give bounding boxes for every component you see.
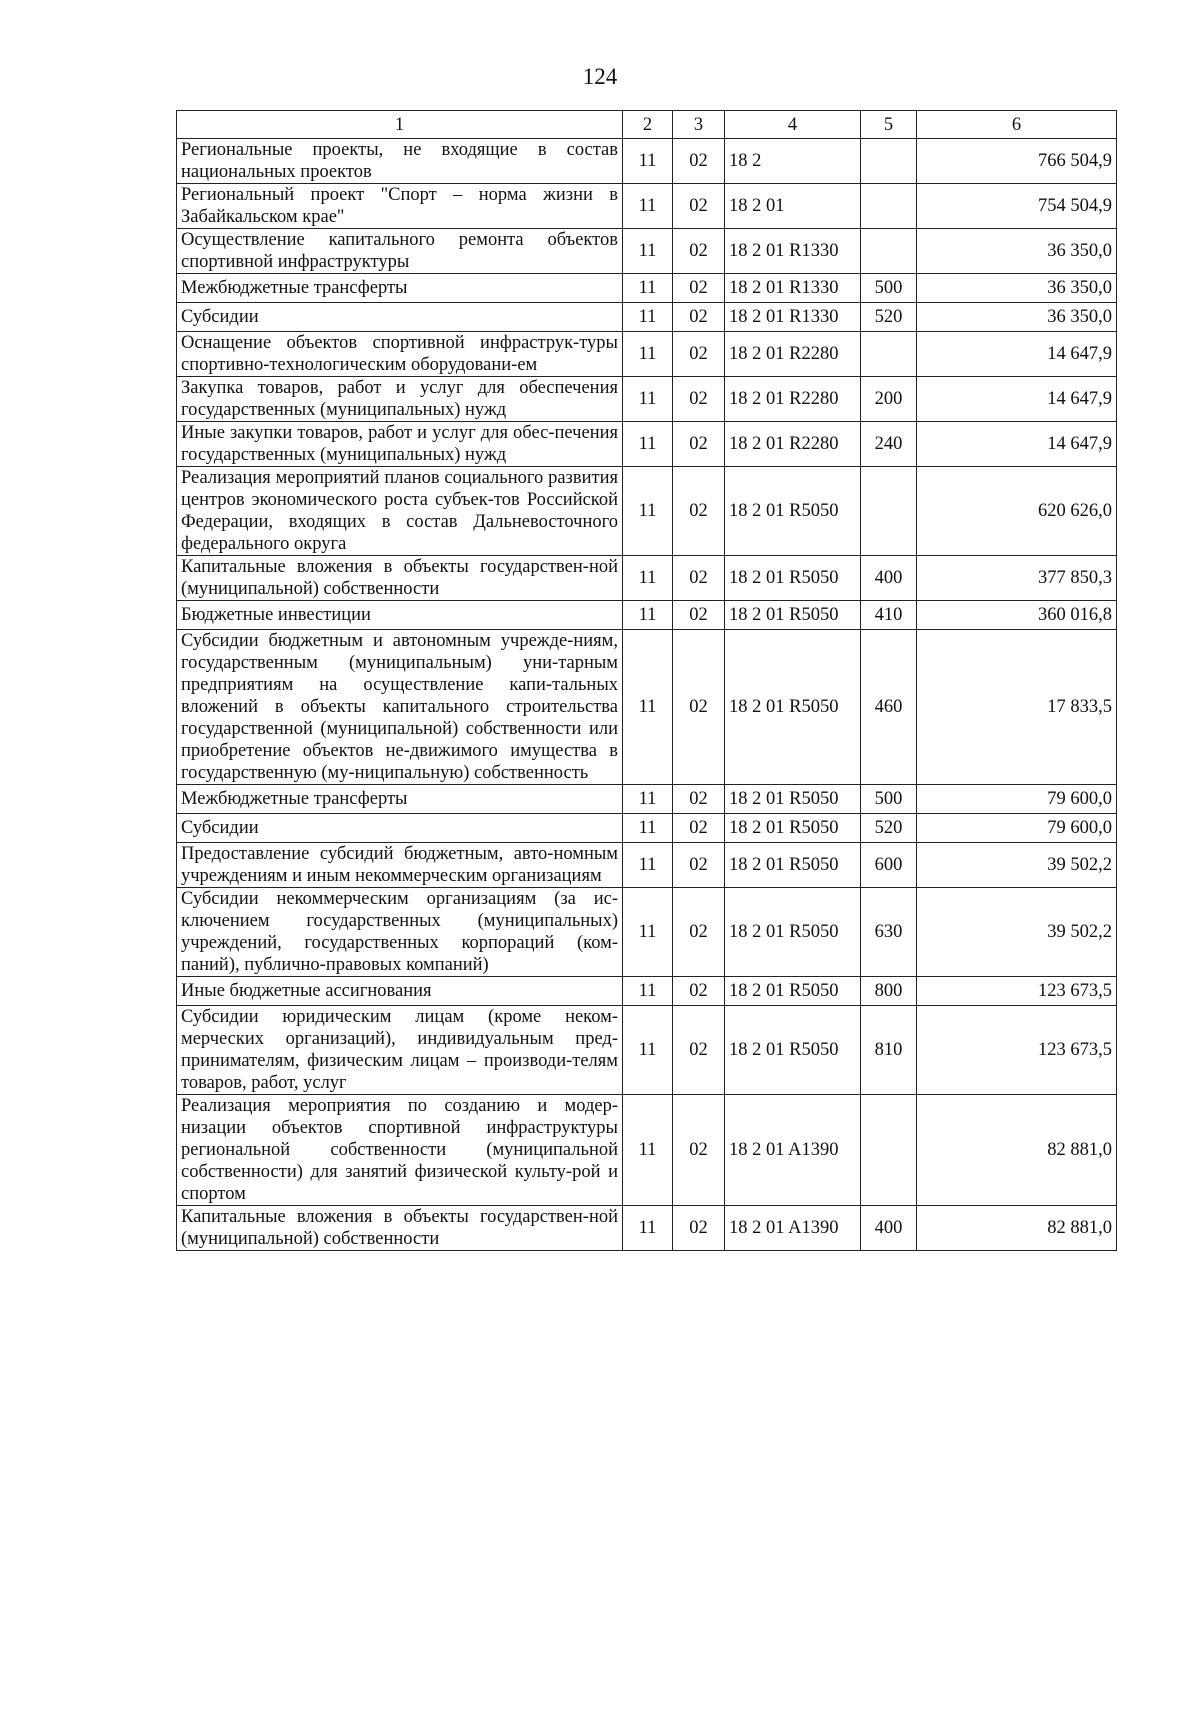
row-col-5-cell: 630 (861, 888, 917, 977)
row-name-cell: Региональные проекты, не входящие в состав национальных проектов (177, 139, 623, 184)
header-col-1: 1 (177, 111, 623, 139)
row-col-2-cell: 11 (623, 422, 673, 467)
row-amount-cell: 123 673,5 (917, 1006, 1117, 1095)
table-row (177, 332, 1117, 377)
row-col-2-cell: 11 (623, 888, 673, 977)
row-col-5-cell: 200 (861, 377, 917, 422)
row-code-cell: 18 2 01 R5050 (725, 467, 861, 556)
row-code-cell: 18 2 01 A1390 (725, 1095, 861, 1206)
row-amount-cell: 14 647,9 (917, 422, 1117, 467)
row-name-cell: Закупка товаров, работ и услуг для обеспечения государственных (муниципальных) нужд (177, 377, 623, 422)
row-col-2-cell: 11 (623, 814, 673, 843)
row-col-2-cell: 11 (623, 601, 673, 630)
row-code-cell: 18 2 01 R5050 (725, 601, 861, 630)
row-col-2-cell: 11 (623, 274, 673, 303)
header-row (177, 111, 1117, 139)
row-col-2-cell: 11 (623, 556, 673, 601)
row-code-cell: 18 2 01 R1330 (725, 303, 861, 332)
row-code-cell: 18 2 01 R5050 (725, 888, 861, 977)
row-col-2-cell: 11 (623, 630, 673, 785)
table-row (177, 785, 1117, 814)
row-col-3-cell: 02 (673, 1006, 725, 1095)
row-code-cell: 18 2 (725, 139, 861, 184)
table-header (177, 111, 1117, 139)
row-col-5-cell: 400 (861, 556, 917, 601)
row-col-3-cell: 02 (673, 601, 725, 630)
row-col-2-cell: 11 (623, 785, 673, 814)
row-col-2-cell: 11 (623, 843, 673, 888)
row-col-5-cell: 810 (861, 1006, 917, 1095)
row-col-3-cell: 02 (673, 377, 725, 422)
row-col-2-cell: 11 (623, 184, 673, 229)
row-code-cell: 18 2 01 R1330 (725, 229, 861, 274)
row-name-cell: Бюджетные инвестиции (177, 601, 623, 630)
header-col-4: 4 (725, 111, 861, 139)
row-col-3-cell: 02 (673, 843, 725, 888)
row-amount-cell: 79 600,0 (917, 785, 1117, 814)
header-col-3: 3 (673, 111, 725, 139)
row-name-cell: Реализация мероприятия по созданию и модер-низации объектов спортивной инфраструктуры региональной собственности (муниципальной собственности) для занятий физической культу-рой и спортом (177, 1095, 623, 1206)
row-code-cell: 18 2 01 R5050 (725, 977, 861, 1006)
row-amount-cell: 36 350,0 (917, 303, 1117, 332)
row-amount-cell: 766 504,9 (917, 139, 1117, 184)
row-col-5-cell (861, 229, 917, 274)
row-name-cell: Иные закупки товаров, работ и услуг для обес-печения государственных (муниципальных) нужд (177, 422, 623, 467)
row-code-cell: 18 2 01 R5050 (725, 1006, 861, 1095)
row-name-cell: Региональный проект "Спорт – норма жизни в Забайкальском крае" (177, 184, 623, 229)
row-col-5-cell (861, 467, 917, 556)
table-row (177, 422, 1117, 467)
table-row (177, 1006, 1117, 1095)
row-name-cell: Капитальные вложения в объекты государствен-ной (муниципальной) собственности (177, 556, 623, 601)
row-col-5-cell: 500 (861, 785, 917, 814)
row-code-cell: 18 2 01 R5050 (725, 843, 861, 888)
table-row (177, 274, 1117, 303)
row-col-3-cell: 02 (673, 184, 725, 229)
row-col-5-cell: 400 (861, 1206, 917, 1251)
row-amount-cell: 79 600,0 (917, 814, 1117, 843)
row-col-2-cell: 11 (623, 229, 673, 274)
row-col-5-cell: 460 (861, 630, 917, 785)
row-col-2-cell: 11 (623, 303, 673, 332)
row-name-cell: Межбюджетные трансферты (177, 785, 623, 814)
row-col-2-cell: 11 (623, 1006, 673, 1095)
row-col-2-cell: 11 (623, 977, 673, 1006)
row-col-3-cell: 02 (673, 1206, 725, 1251)
row-amount-cell: 39 502,2 (917, 888, 1117, 977)
row-col-3-cell: 02 (673, 785, 725, 814)
row-amount-cell: 82 881,0 (917, 1095, 1117, 1206)
row-name-cell: Предоставление субсидий бюджетным, авто-номным учреждениям и иным некоммерческим организациям (177, 843, 623, 888)
table-row (177, 601, 1117, 630)
row-amount-cell: 620 626,0 (917, 467, 1117, 556)
row-amount-cell: 36 350,0 (917, 229, 1117, 274)
row-col-5-cell (861, 184, 917, 229)
row-code-cell: 18 2 01 R2280 (725, 422, 861, 467)
row-col-2-cell: 11 (623, 1206, 673, 1251)
table-row (177, 630, 1117, 785)
table-row (177, 184, 1117, 229)
row-amount-cell: 82 881,0 (917, 1206, 1117, 1251)
row-col-3-cell: 02 (673, 139, 725, 184)
row-name-cell: Оснащение объектов спортивной инфраструк-туры спортивно-технологическим оборудовани-ем (177, 332, 623, 377)
row-code-cell: 18 2 01 R2280 (725, 332, 861, 377)
row-name-cell: Осуществление капитального ремонта объектов спортивной инфраструктуры (177, 229, 623, 274)
table-row (177, 1095, 1117, 1206)
row-code-cell: 18 2 01 R2280 (725, 377, 861, 422)
row-amount-cell: 14 647,9 (917, 377, 1117, 422)
row-name-cell: Субсидии (177, 303, 623, 332)
page-number: 124 (582, 64, 618, 89)
header-col-6: 6 (917, 111, 1117, 139)
table-row (177, 229, 1117, 274)
row-code-cell: 18 2 01 R5050 (725, 630, 861, 785)
row-amount-cell: 754 504,9 (917, 184, 1117, 229)
row-name-cell: Субсидии (177, 814, 623, 843)
row-name-cell: Реализация мероприятий планов социального развития центров экономического роста субъек-тов Российской Федерации, входящих в состав Дальневосточного федерального округа (177, 467, 623, 556)
table-row (177, 377, 1117, 422)
table-body (177, 139, 1117, 1251)
budget-table (176, 110, 1117, 1251)
row-amount-cell: 123 673,5 (917, 977, 1117, 1006)
row-col-5-cell: 240 (861, 422, 917, 467)
row-code-cell: 18 2 01 R5050 (725, 785, 861, 814)
row-col-5-cell: 520 (861, 303, 917, 332)
row-col-5-cell: 800 (861, 977, 917, 1006)
row-code-cell: 18 2 01 R1330 (725, 274, 861, 303)
row-col-2-cell: 11 (623, 139, 673, 184)
row-col-5-cell (861, 332, 917, 377)
row-col-3-cell: 02 (673, 274, 725, 303)
row-col-2-cell: 11 (623, 377, 673, 422)
row-col-5-cell: 520 (861, 814, 917, 843)
row-col-5-cell: 600 (861, 843, 917, 888)
row-col-3-cell: 02 (673, 977, 725, 1006)
table-row (177, 814, 1117, 843)
row-col-3-cell: 02 (673, 303, 725, 332)
row-name-cell: Субсидии юридическим лицам (кроме неком-мерческих организаций), индивидуальным пред-принимателям, физическим лицам – производи-телям товаров, работ, услуг (177, 1006, 623, 1095)
row-code-cell: 18 2 01 R5050 (725, 556, 861, 601)
row-amount-cell: 17 833,5 (917, 630, 1117, 785)
row-code-cell: 18 2 01 A1390 (725, 1206, 861, 1251)
table-row (177, 843, 1117, 888)
table-row (177, 556, 1117, 601)
row-name-cell: Межбюджетные трансферты (177, 274, 623, 303)
row-name-cell: Субсидии бюджетным и автономным учрежде-ниям, государственным (муниципальным) уни-тарным предприятиям на осуществление капи-тальных вложений в объекты капитального строительства государственной (муниципальной) собственности или приобретение объектов не-движимого имущества в государственную (му-ниципальную) собственность (177, 630, 623, 785)
row-col-3-cell: 02 (673, 814, 725, 843)
row-col-5-cell (861, 1095, 917, 1206)
table-row (177, 1206, 1117, 1251)
row-col-3-cell: 02 (673, 229, 725, 274)
row-col-5-cell (861, 139, 917, 184)
row-name-cell: Иные бюджетные ассигнования (177, 977, 623, 1006)
row-amount-cell: 377 850,3 (917, 556, 1117, 601)
row-amount-cell: 14 647,9 (917, 332, 1117, 377)
row-col-2-cell: 11 (623, 467, 673, 556)
row-col-3-cell: 02 (673, 467, 725, 556)
row-name-cell: Субсидии некоммерческим организациям (за ис-ключением государственных (муниципальных) учреждений, государственных корпораций (ком-паний), публично-правовых компаний) (177, 888, 623, 977)
row-col-2-cell: 11 (623, 1095, 673, 1206)
row-code-cell: 18 2 01 R5050 (725, 814, 861, 843)
row-col-5-cell: 500 (861, 274, 917, 303)
row-name-cell: Капитальные вложения в объекты государствен-ной (муниципальной) собственности (177, 1206, 623, 1251)
header-col-5: 5 (861, 111, 917, 139)
row-amount-cell: 39 502,2 (917, 843, 1117, 888)
row-amount-cell: 360 016,8 (917, 601, 1117, 630)
row-amount-cell: 36 350,0 (917, 274, 1117, 303)
row-col-3-cell: 02 (673, 888, 725, 977)
table-row (177, 303, 1117, 332)
header-col-2: 2 (623, 111, 673, 139)
row-col-3-cell: 02 (673, 332, 725, 377)
row-col-2-cell: 11 (623, 332, 673, 377)
table-row (177, 467, 1117, 556)
table-row (177, 888, 1117, 977)
row-col-3-cell: 02 (673, 1095, 725, 1206)
table-row (177, 977, 1117, 1006)
row-col-3-cell: 02 (673, 422, 725, 467)
row-col-3-cell: 02 (673, 630, 725, 785)
table-row (177, 139, 1117, 184)
row-code-cell: 18 2 01 (725, 184, 861, 229)
row-col-3-cell: 02 (673, 556, 725, 601)
row-col-5-cell: 410 (861, 601, 917, 630)
